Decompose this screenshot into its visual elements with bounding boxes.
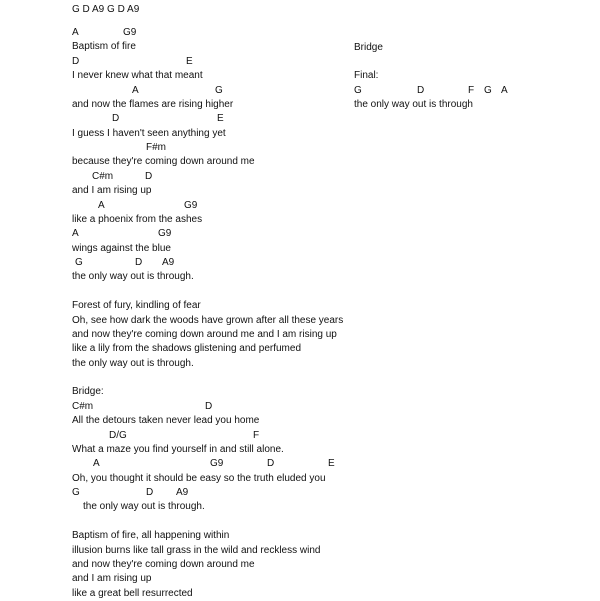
chord: D <box>145 170 153 182</box>
chord: G <box>72 487 80 498</box>
lyric-line: like a great bell resurrected <box>72 587 193 599</box>
chord: A <box>72 27 79 38</box>
lyric-line: Baptism of fire <box>72 41 136 53</box>
chord: A <box>72 228 79 240</box>
lyric-line: like a phoenix from the ashes <box>72 213 203 225</box>
section-heading: Bridge <box>354 42 383 53</box>
lyric-line: illusion burns like tall grass in the wild and reckless wind <box>72 544 321 556</box>
chord: C#m <box>92 170 114 182</box>
lyric-line: and now the flames are rising higher <box>72 98 234 110</box>
chord: G9 <box>210 458 224 470</box>
lyric-line: the only way out is through <box>354 99 473 110</box>
chord: F <box>253 429 260 441</box>
chord: A <box>501 85 508 96</box>
lyric-line: and I am rising up <box>72 573 152 585</box>
chord: G <box>484 85 492 96</box>
chord: E <box>186 55 193 67</box>
lyric-line: Forest of fury, kindling of fear <box>72 300 201 312</box>
chord: G <box>215 84 223 96</box>
chord: C#m <box>72 400 94 412</box>
section-heading: Bridge: <box>72 386 104 398</box>
lyric-line: All the detours taken never lead you home <box>72 415 260 427</box>
lyric-line: Baptism of fire, all happening within <box>72 530 230 542</box>
lyric-line: and now they're coming down around me and I am rising up <box>72 328 337 340</box>
chord: D/G <box>109 429 127 441</box>
chord: D <box>112 113 120 125</box>
section-heading: Final: <box>354 70 379 81</box>
lyric-line: I guess I haven't seen anything yet <box>72 127 226 139</box>
chord: E <box>328 458 335 470</box>
chord: D <box>417 85 425 96</box>
chord: G9 <box>158 228 172 240</box>
chord: G <box>354 85 362 96</box>
chord: A9 <box>176 487 189 498</box>
lyric-line: and I am rising up <box>72 185 152 197</box>
chord: F <box>468 85 475 96</box>
chord: G <box>75 257 83 268</box>
lyric-line: like a lily from the shadows glistening and perfumed <box>72 343 302 355</box>
lyric-line: the only way out is through. <box>83 501 205 513</box>
chord: G9 <box>123 27 137 38</box>
chord: A9 <box>162 257 175 268</box>
chord: F#m <box>146 142 166 153</box>
chord: D <box>205 400 213 412</box>
lyric-line: wings against the blue <box>72 242 171 254</box>
lyric-line: Oh, see how dark the woods have grown after all these years <box>72 314 344 326</box>
chord: A <box>93 458 100 470</box>
chord: G9 <box>184 199 198 211</box>
chord: D <box>146 487 154 498</box>
chord: E <box>217 113 224 125</box>
chord: A <box>98 199 105 211</box>
lyric-line: What a maze you find yourself in and still alone. <box>72 443 284 455</box>
chord: D <box>267 458 275 470</box>
lyric-line: Oh, you thought it should be easy so the truth eluded you <box>72 472 326 484</box>
chord: D <box>72 55 80 67</box>
lyric-line: the only way out is through. <box>72 357 194 369</box>
lyric-line: and now they're coming down around me <box>72 558 255 570</box>
intro-chords: G D A9 G D A9 <box>72 4 140 15</box>
lyric-line: I never knew what that meant <box>72 70 203 82</box>
chord: D <box>135 257 143 268</box>
lyric-line: because they're coming down around me <box>72 156 255 168</box>
lyric-line: the only way out is through. <box>72 271 194 283</box>
chord: A <box>132 84 139 96</box>
